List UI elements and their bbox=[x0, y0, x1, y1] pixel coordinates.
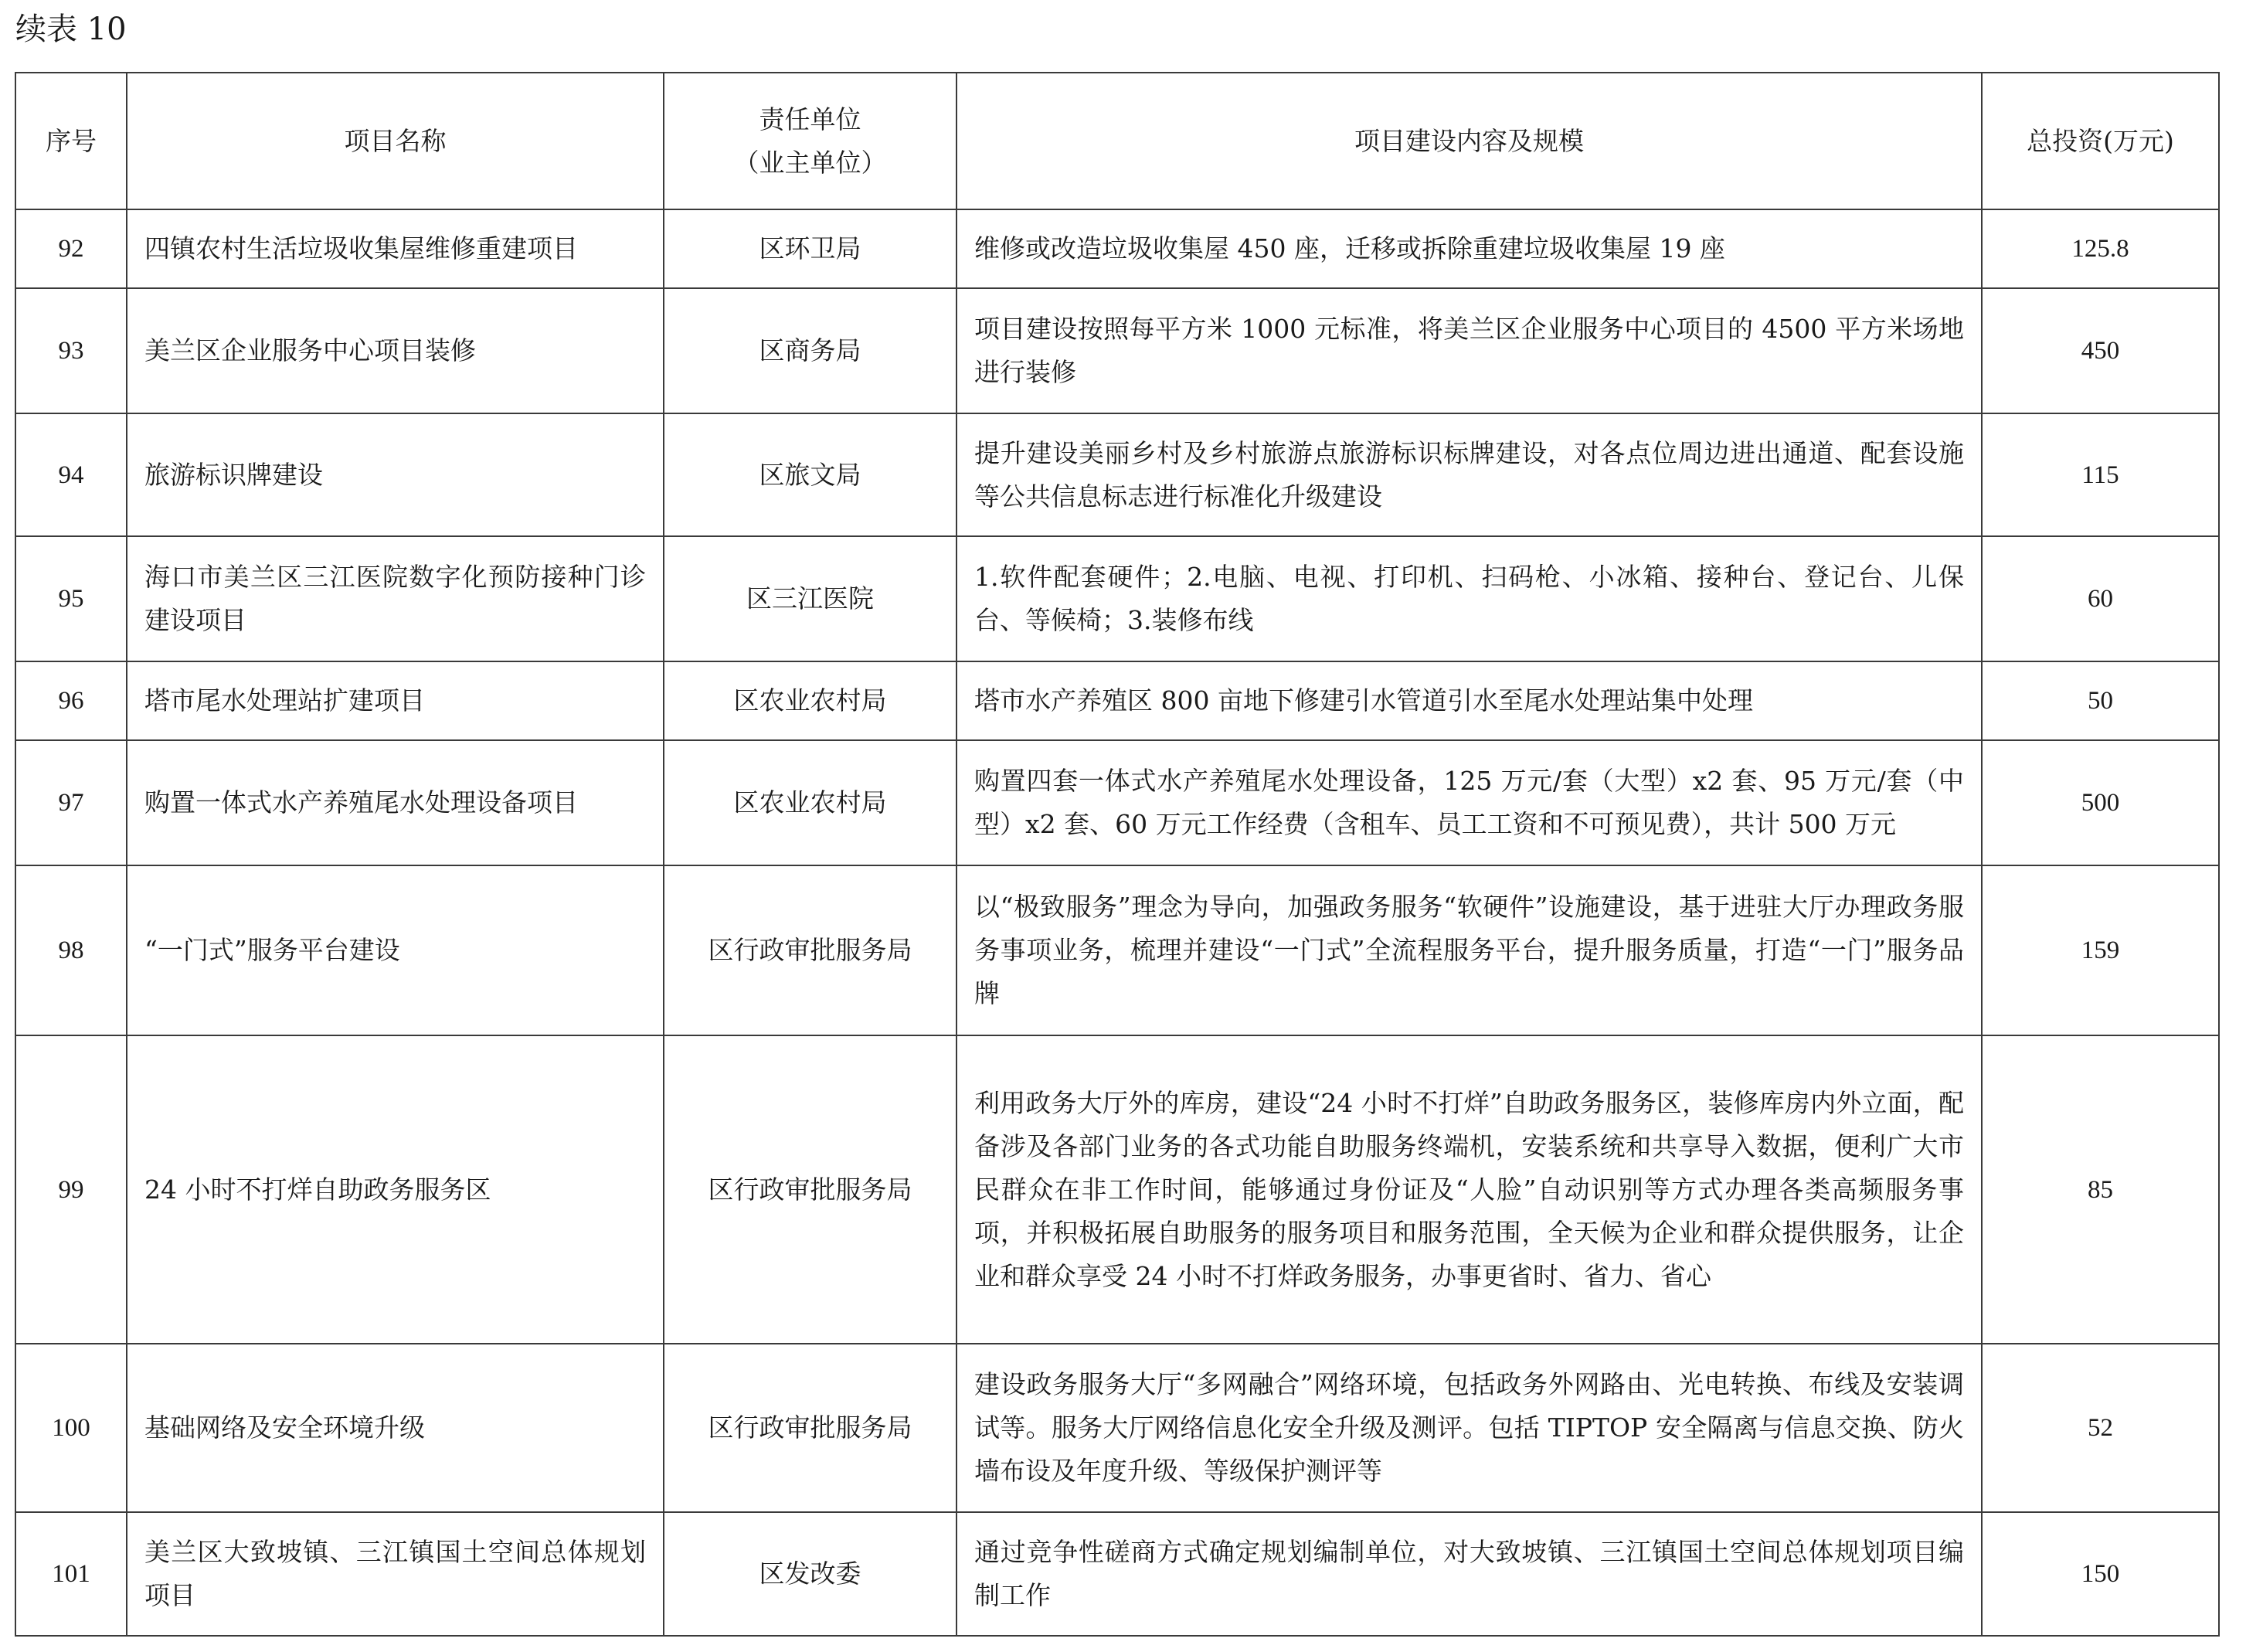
table-caption: 续表 10 bbox=[15, 12, 127, 47]
cell-investment: 85 bbox=[1982, 1035, 2219, 1344]
header-unit bbox=[664, 73, 957, 209]
cell-seq: 97 bbox=[15, 740, 127, 865]
cell-unit: 区农业农村局 bbox=[664, 661, 957, 740]
table-row bbox=[15, 288, 2219, 413]
header-investment: 总投资(万元) bbox=[1982, 73, 2219, 209]
cell-content: 以“极致服务”理念为导向，加强政务服务“软硬件”设施建设，基于进驻大厅办理政务服务事项业务，梳理并建设“一门式”全流程服务平台，提升服务质量，打造“一门”服务品牌 bbox=[957, 865, 1982, 1035]
cell-content: 购置四套一体式水产养殖尾水处理设备，125 万元/套（大型）x2 套、95 万元/套（中型）x2 套、60 万元工作经费（含租车、员工工资和不可预见费），共计 500 万元 bbox=[957, 740, 1982, 865]
cell-investment: 60 bbox=[1982, 536, 2219, 661]
cell-name: 美兰区大致坡镇、三江镇国土空间总体规划项目 bbox=[127, 1512, 664, 1636]
cell-content: 塔市水产养殖区 800 亩地下修建引水管道引水至尾水处理站集中处理 bbox=[957, 661, 1982, 740]
cell-investment: 159 bbox=[1982, 865, 2219, 1035]
cell-name: 美兰区企业服务中心项目装修 bbox=[127, 288, 664, 413]
table-row bbox=[15, 1512, 2219, 1636]
table-row bbox=[15, 1035, 2219, 1344]
header-unit-line2: （业主单位） bbox=[733, 147, 887, 178]
cell-investment: 450 bbox=[1982, 288, 2219, 413]
cell-investment: 115 bbox=[1982, 413, 2219, 536]
cell-investment: 52 bbox=[1982, 1344, 2219, 1512]
cell-content: 维修或改造垃圾收集屋 450 座，迁移或拆除重建垃圾收集屋 19 座 bbox=[957, 209, 1982, 288]
cell-content: 项目建设按照每平方米 1000 元标准，将美兰区企业服务中心项目的 4500 平方米场地进行装修 bbox=[957, 288, 1982, 413]
cell-investment: 50 bbox=[1982, 661, 2219, 740]
cell-name: 24 小时不打烊自助政务服务区 bbox=[127, 1035, 664, 1344]
cell-name: 海口市美兰区三江医院数字化预防接种门诊建设项目 bbox=[127, 536, 664, 661]
table-row bbox=[15, 661, 2219, 740]
cell-unit: 区行政审批服务局 bbox=[664, 1035, 957, 1344]
header-content: 项目建设内容及规模 bbox=[957, 73, 1982, 209]
table-row bbox=[15, 209, 2219, 288]
cell-seq: 96 bbox=[15, 661, 127, 740]
cell-unit: 区农业农村局 bbox=[664, 740, 957, 865]
cell-content: 建设政务服务大厅“多网融合”网络环境，包括政务外网路由、光电转换、布线及安装调试等。服务大厅网络信息化安全升级及测评。包括 TIPTOP 安全隔离与信息交换、防火墙布设及年度升级、等级保护测评等 bbox=[957, 1344, 1982, 1512]
cell-seq: 101 bbox=[15, 1512, 127, 1636]
cell-name: 购置一体式水产养殖尾水处理设备项目 bbox=[127, 740, 664, 865]
table-row bbox=[15, 536, 2219, 661]
cell-seq: 95 bbox=[15, 536, 127, 661]
cell-unit: 区环卫局 bbox=[664, 209, 957, 288]
cell-investment: 125.8 bbox=[1982, 209, 2219, 288]
header-unit-line1: 责任单位 bbox=[759, 104, 861, 134]
cell-seq: 99 bbox=[15, 1035, 127, 1344]
cell-seq: 92 bbox=[15, 209, 127, 288]
cell-unit: 区商务局 bbox=[664, 288, 957, 413]
cell-seq: 93 bbox=[15, 288, 127, 413]
cell-unit: 区发改委 bbox=[664, 1512, 957, 1636]
cell-content: 利用政务大厅外的库房，建设“24 小时不打烊”自助政务服务区，装修库房内外立面，配备涉及各部门业务的各式功能自助服务终端机，安装系统和共享导入数据，便利广大市民群众在非工作时间，能够通过身份证及“人脸”自动识别等方式办理各类高频服务事项，并积极拓展自助服务的服务项目和服务范围，全天候为企业和群众提供服务，让企业和群众享受 24 小时不打烊政务服务，办事更省时、省力、省心 bbox=[957, 1035, 1982, 1344]
cell-content: 1.软件配套硬件；2.电脑、电视、打印机、扫码枪、小冰箱、接种台、登记台、儿保台、等候椅；3.装修布线 bbox=[957, 536, 1982, 661]
header-seq: 序号 bbox=[15, 73, 127, 209]
table-row bbox=[15, 740, 2219, 865]
cell-unit: 区三江医院 bbox=[664, 536, 957, 661]
cell-unit: 区旅文局 bbox=[664, 413, 957, 536]
cell-content: 通过竞争性磋商方式确定规划编制单位，对大致坡镇、三江镇国土空间总体规划项目编制工作 bbox=[957, 1512, 1982, 1636]
header-name: 项目名称 bbox=[127, 73, 664, 209]
project-table bbox=[15, 72, 2220, 1637]
cell-name: 基础网络及安全环境升级 bbox=[127, 1344, 664, 1512]
cell-investment: 150 bbox=[1982, 1512, 2219, 1636]
cell-investment: 500 bbox=[1982, 740, 2219, 865]
cell-unit: 区行政审批服务局 bbox=[664, 865, 957, 1035]
cell-unit: 区行政审批服务局 bbox=[664, 1344, 957, 1512]
cell-content: 提升建设美丽乡村及乡村旅游点旅游标识标牌建设，对各点位周边进出通道、配套设施等公共信息标志进行标准化升级建设 bbox=[957, 413, 1982, 536]
cell-seq: 98 bbox=[15, 865, 127, 1035]
table-row bbox=[15, 865, 2219, 1035]
table-row bbox=[15, 413, 2219, 536]
table-header-row bbox=[15, 73, 2219, 209]
cell-name: 塔市尾水处理站扩建项目 bbox=[127, 661, 664, 740]
cell-name: 四镇农村生活垃圾收集屋维修重建项目 bbox=[127, 209, 664, 288]
cell-name: “一门式”服务平台建设 bbox=[127, 865, 664, 1035]
cell-name: 旅游标识牌建设 bbox=[127, 413, 664, 536]
cell-seq: 100 bbox=[15, 1344, 127, 1512]
cell-seq: 94 bbox=[15, 413, 127, 536]
table-row bbox=[15, 1344, 2219, 1512]
